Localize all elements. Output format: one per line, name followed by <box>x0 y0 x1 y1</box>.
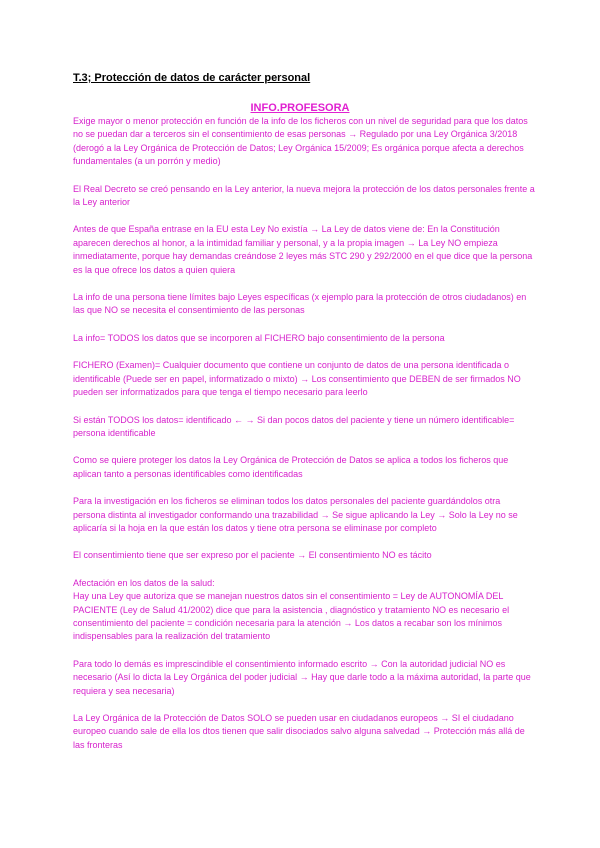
document-title: T.3; Protección de datos de carácter personal <box>73 72 311 84</box>
paragraph-9: Para la investigación en los ficheros se eliminan todos los datos personales del paciente guardándolos otra persona distinta al investigador conformando una trazabilidad → Se sigue aplicando la Ley → Solo la Ley no se aplicaría si la hoja en la que están los datos y tiene otra persona se eliminase por completo <box>73 496 518 533</box>
document-body <box>73 115 535 766</box>
paragraph-2: El Real Decreto se creó pensando en la Ley anterior, la nueva mejora la protección de los datos personales frente a la Ley anterior <box>73 183 535 208</box>
paragraph-6: FICHERO (Examen)= Cualquier documento que contiene un conjunto de datos de una persona identificada o identificable (Puede ser en papel, informatizado o mixto) → Los consentimiento que DEBEN de ser firmados NO pueden ser informatizados para que tenga el tiempo necesario para leerlo <box>73 360 521 398</box>
paragraph-3: Antes de que España entrase en la EU esta Ley No existía → La Ley de datos viene de: En la Constitución aparecen derechos al honor, a la intimidad familiar y personal, y a la propia imagen → La Ley NO empieza inmediatamente, porque hay demandas creándose 2 leyes más STC 290 y 292/2000 en el que dice que la persona es la que ofrece los datos a quien quiera <box>73 224 533 275</box>
paragraph-5: La info= TODOS los datos que se incorporen al FICHERO bajo consentimiento de la persona <box>73 332 445 343</box>
paragraph-8: Como se quiere proteger los datos la Ley Orgánica de Protección de Datos se aplica a todos los ficheros que aplican tanto a personas identificables como identificadas <box>73 455 509 479</box>
paragraph-1: Exige mayor o menor protección en función de la info de los ficheros con un nivel de seguridad para que los datos no se puedan dar a terceros sin el consentimiento de esas personas → Regulado por una Ley Orgánica 3/2018 (derogó a la Ley Orgánica de Protección de Datos; Ley Orgánica 15/2009; Es orgánica porque afecta a derechos fundamentales (a un porrón y medio) <box>73 116 528 167</box>
paragraph-10: El consentimiento tiene que ser expreso por el paciente → El consentimiento NO es tácito <box>73 550 432 561</box>
paragraph-12: Para todo lo demás es imprescindible el consentimiento informado escrito → Con la autoridad judicial NO es necesario (Así lo dicta la Ley Orgánica del poder judicial → Hay que darle todo a la máxima autoridad, la parte que requiera y sea necesaria) <box>73 658 531 696</box>
paragraph-11: Afectación en los datos de la salud: Hay una Ley que autoriza que se manejan nuestros datos sin el consentimiento = Ley de AUTONOMÍA DEL PACIENTE (Ley de Salud 41/2002) dice que para la asistencia , diagnóstico y tratamiento NO es necesario el consentimiento del paciente = condición necesaria para la atención → Los datos a recabar son los mínimos indispensables para la realización del tratamiento <box>73 577 510 642</box>
paragraph-7: Si están TODOS los datos= identificado ← → Si dan pocos datos del paciente y tiene un número identificable= persona identificable <box>73 414 515 438</box>
paragraph-4: La info de una persona tiene límites bajo Leyes específicas (x ejemplo para la protección de otros ciudadanos) en las que NO se necesita el consentimiento de las personas <box>73 292 527 316</box>
document-subtitle: INFO.PROFESORA <box>250 102 350 114</box>
paragraph-13: La Ley Orgánica de la Protección de Datos SOLO se pueden usar en ciudadanos europeos → SI el ciudadano europeo cuando sale de ella los dtos tienen que salir disociados salvo alguna salvedad → Protección más allá de las fronteras <box>73 713 525 750</box>
